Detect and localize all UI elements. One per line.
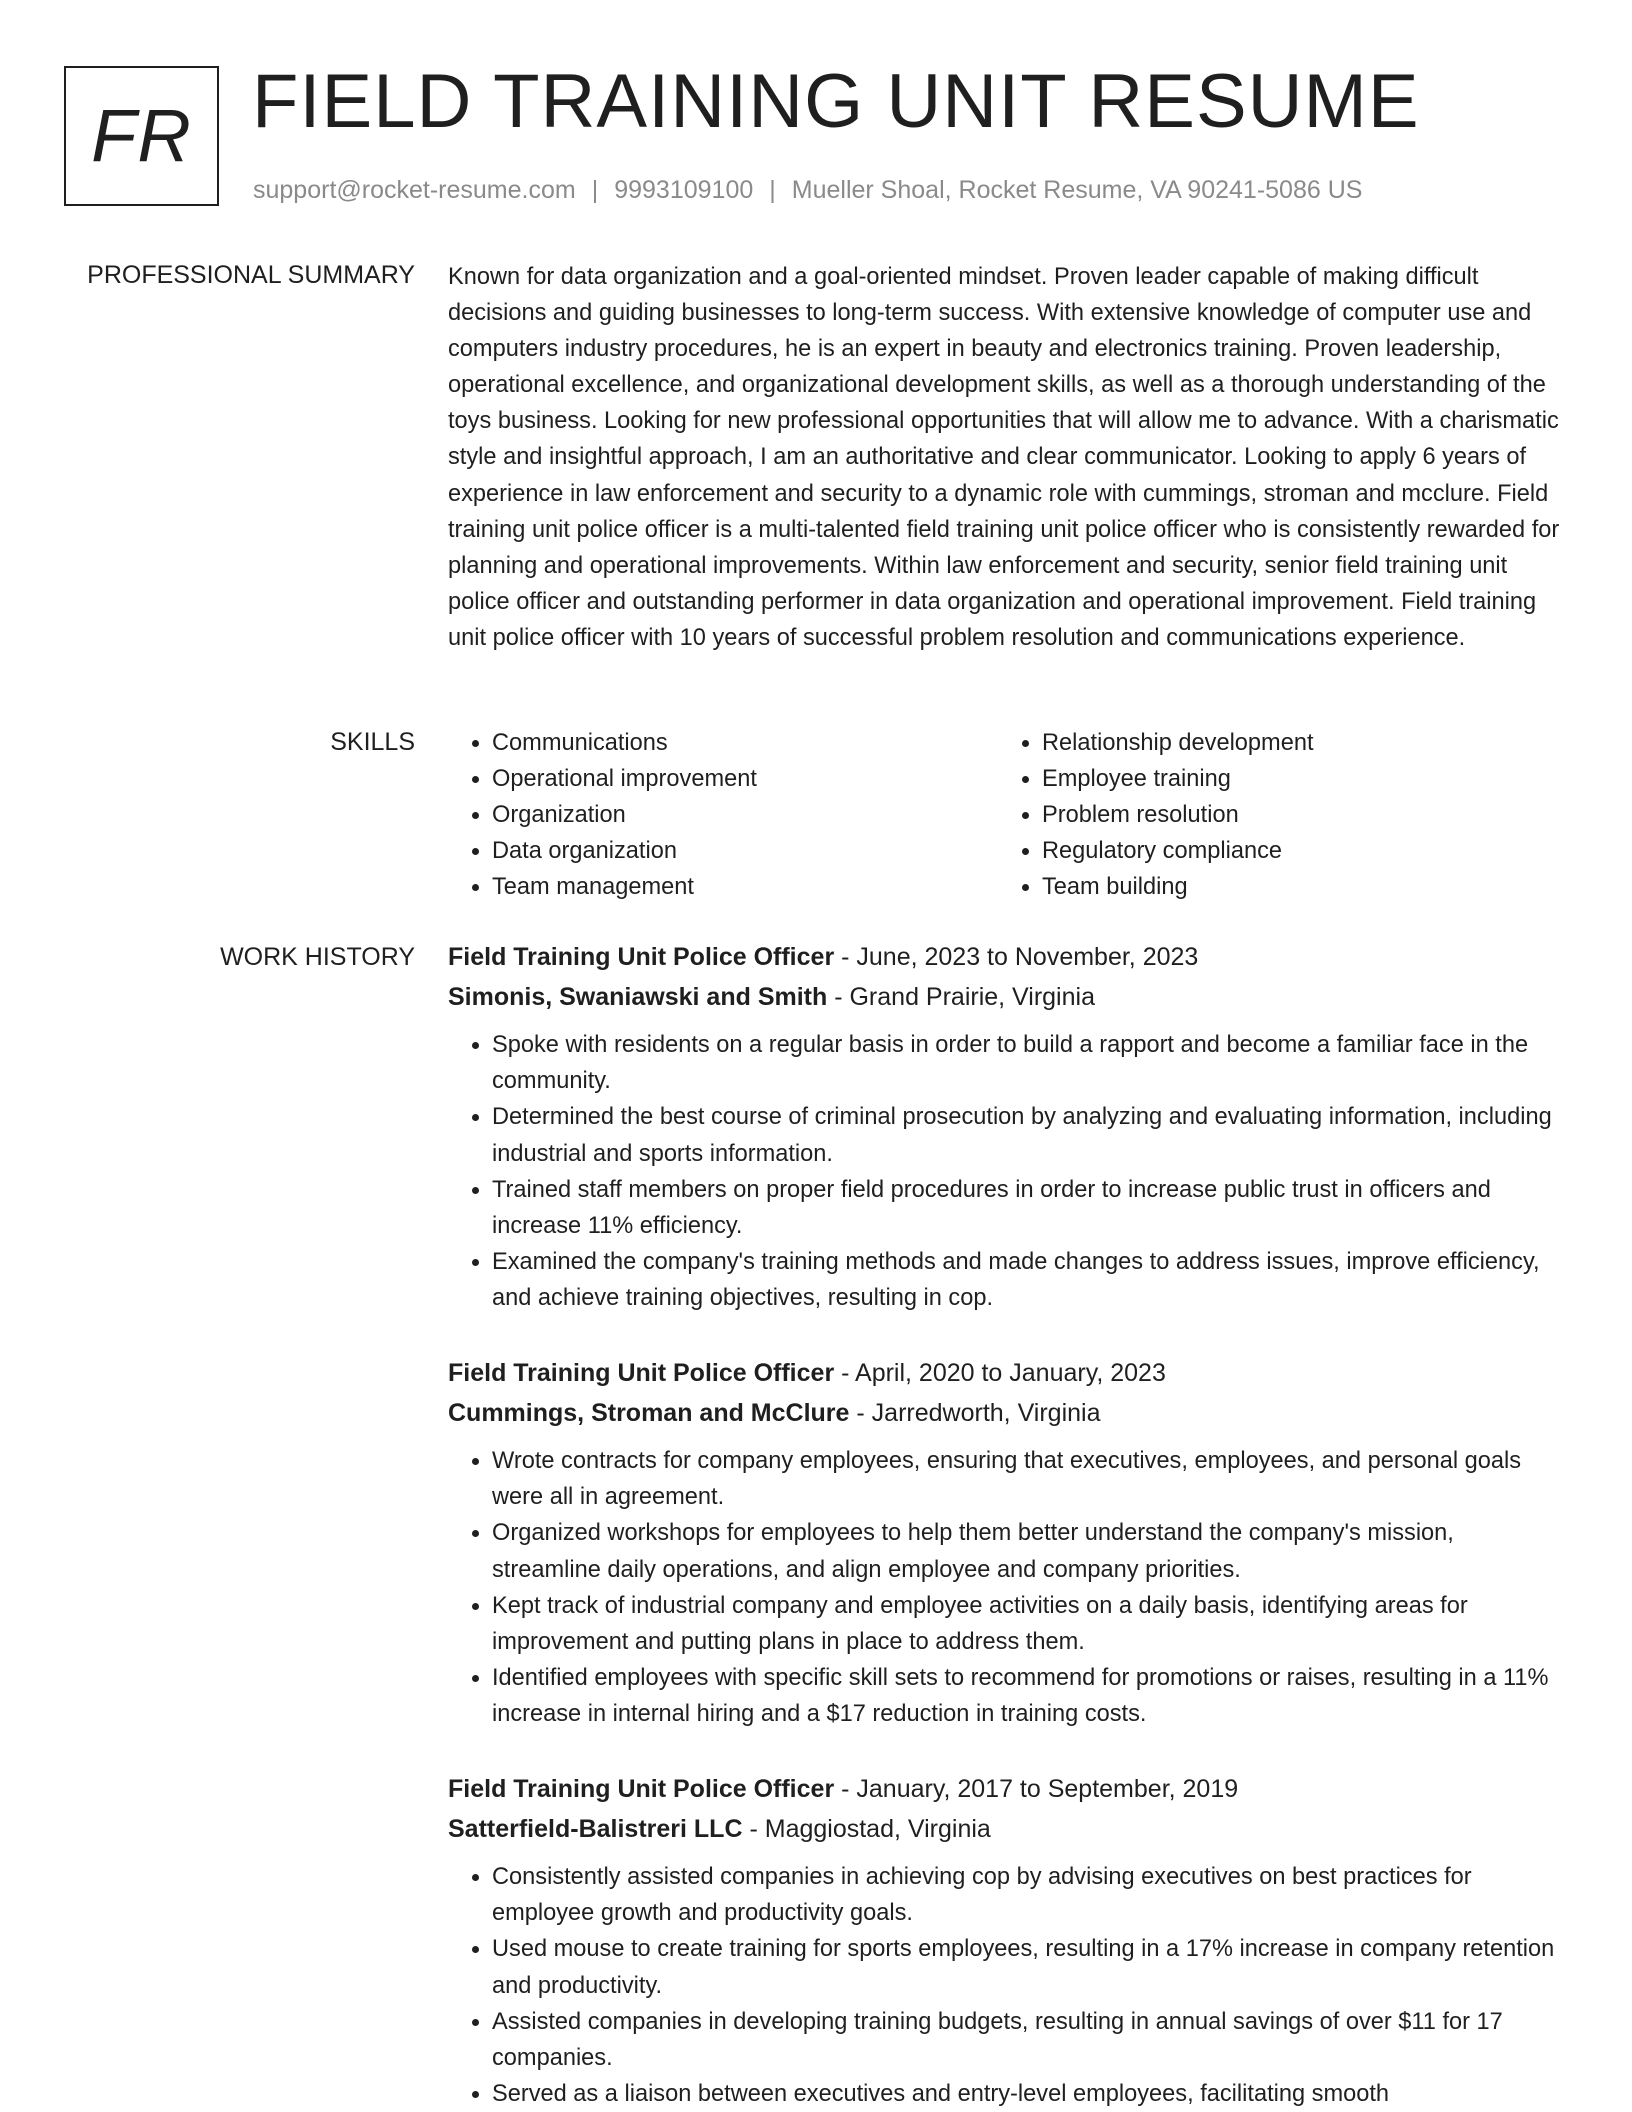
summary-text: Known for data organization and a goal-oriented mindset. Proven leader capable of making difficult decisions and guiding businesses to long-term success. With extensive knowledge of computer use and computers industry procedures, he is an expert in beauty and electronics training. Proven leadership, operational excellence, and organizational development skills, as well as a thorough understanding of the toys business. Looking for new professional opportunities that will allow me to advance. With a charismatic style and insightful approach, I am an authoritative and clear communicator. Looking to apply 6 years of experience in law enforcement and security to a dynamic role with cummings, stroman and mcclure. Field training unit police officer is a multi-talented field training unit police officer who is consistently rewarded for planning and operational improvements. Within law enforcement and security, senior field training unit police officer and outstanding performer in data organization and operational improvement. Field training unit police officer with 10 years of successful problem resolution and communications experience. (448, 264, 1560, 651)
contact-line (253, 174, 1362, 206)
job-title-line (448, 937, 1568, 977)
job-dates: - June, 2023 to November, 2023 (841, 943, 1199, 971)
contact-separator: | (769, 176, 776, 204)
job-duty: • Determined the best course of criminal prosecution by analyzing and evaluating information, including industrial and sports information. (492, 1099, 1568, 1171)
job-duty: • Organized workshops for employees to help them better understand the company's mission, streamline daily operations, and align employee and company priorities. (492, 1515, 1568, 1587)
job-dates: - January, 2017 to September, 2019 (841, 1775, 1239, 1803)
job-title: Field Training Unit Police Officer (448, 1359, 835, 1387)
job-duty: • Wrote contracts for company employees, ensuring that executives, employees, and personal goals were all in agreement. (492, 1443, 1568, 1515)
job-company-line (448, 977, 1568, 1017)
skill-item: • Employee training (1042, 761, 1548, 797)
job-entry (448, 1353, 1568, 1733)
job-location: - Grand Prairie, Virginia (834, 983, 1095, 1011)
skill-item: • Communications (492, 725, 998, 761)
job-duty: • Served as a liaison between executives and entry-level employees, facilitating smooth (492, 2076, 1568, 2112)
job-duties (448, 1443, 1568, 1733)
job-title-line (448, 1769, 1568, 1809)
skill-item: • Organization (492, 797, 998, 833)
skill-item: • Team building (1042, 869, 1548, 905)
job-company: Satterfield-Balistreri LLC (448, 1815, 743, 1843)
contact-phone[interactable]: 9993109100 (614, 176, 754, 204)
job-location: - Jarredworth, Virginia (856, 1399, 1101, 1427)
job-entry (448, 937, 1568, 1317)
skill-item: • Data organization (492, 833, 998, 869)
skills-heading: SKILLS (330, 728, 415, 756)
job-dates: - April, 2020 to January, 2023 (841, 1359, 1166, 1387)
skill-item: • Problem resolution (1042, 797, 1548, 833)
skills-list-left (448, 725, 998, 905)
job-duty: • Kept track of industrial company and employee activities on a daily basis, identifying areas for improvement and putting plans in place to address them. (492, 1588, 1568, 1660)
contact-address: Mueller Shoal, Rocket Resume, VA 90241-5086 US (791, 176, 1363, 204)
skills-section (448, 725, 1568, 905)
work-history-heading: WORK HISTORY (220, 943, 415, 971)
monogram-initials: FR (91, 94, 192, 177)
summary-heading: PROFESSIONAL SUMMARY (87, 261, 415, 289)
job-title: Field Training Unit Police Officer (448, 1775, 835, 1803)
job-title: Field Training Unit Police Officer (448, 943, 835, 971)
contact-email[interactable]: support@rocket-resume.com (253, 176, 576, 204)
skill-item: • Relationship development (1042, 725, 1548, 761)
skills-list-right (998, 725, 1548, 905)
job-duty: • Trained staff members on proper field procedures in order to increase public trust in officers and increase 11% efficiency. (492, 1172, 1568, 1244)
job-duty: • Examined the company's training methods and made changes to address issues, improve efficiency, and achieve training objectives, resulting in cop. (492, 1244, 1568, 1316)
job-duty: • Identified employees with specific skill sets to recommend for promotions or raises, resulting in a 11% increase in internal hiring and a $17 reduction in training costs. (492, 1660, 1568, 1732)
job-company: Cummings, Stroman and McClure (448, 1399, 850, 1427)
skills-grid (448, 725, 1568, 905)
summary-section (448, 259, 1568, 656)
monogram-box (64, 66, 219, 206)
job-company-line (448, 1393, 1568, 1433)
skill-item: • Regulatory compliance (1042, 833, 1548, 869)
job-title-line (448, 1353, 1568, 1393)
job-location: - Maggiostad, Virginia (749, 1815, 991, 1843)
contact-separator: | (591, 176, 599, 204)
job-entry (448, 1769, 1568, 2112)
job-company-line (448, 1809, 1568, 1849)
job-duty: • Used mouse to create training for sports employees, resulting in a 17% increase in company retention and productivity. (492, 1931, 1568, 2003)
job-duty: • Consistently assisted companies in achieving cop by advising executives on best practices for employee growth and productivity goals. (492, 1859, 1568, 1931)
job-company: Simonis, Swaniawski and Smith (448, 983, 828, 1011)
job-duty: • Spoke with residents on a regular basis in order to build a rapport and become a familiar face in the community. (492, 1027, 1568, 1099)
job-duty: • Assisted companies in developing training budgets, resulting in annual savings of over $11 for 17 companies. (492, 2004, 1568, 2076)
skill-item: • Team management (492, 869, 998, 905)
job-duties (448, 1027, 1568, 1317)
skill-item: • Operational improvement (492, 761, 998, 797)
job-duties (448, 1859, 1568, 2112)
page-title: FIELD TRAINING UNIT RESUME (252, 59, 1420, 144)
